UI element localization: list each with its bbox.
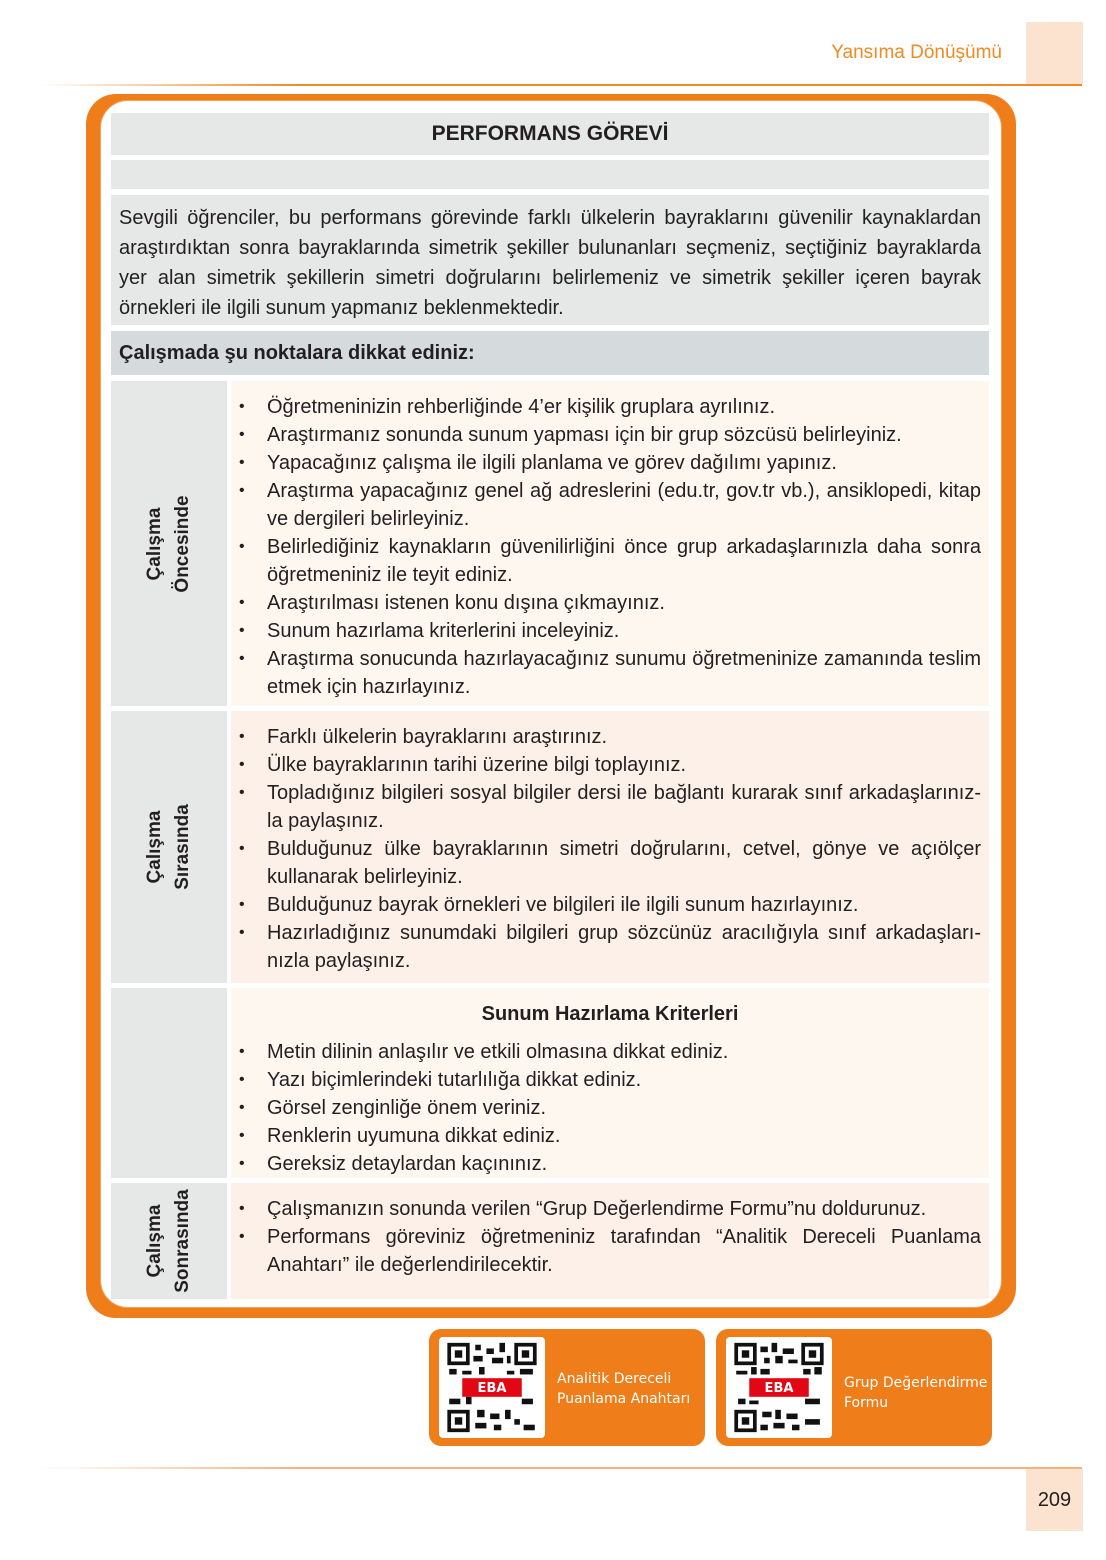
criteria-panel <box>231 988 989 1178</box>
list-item: • Araştırmanız sonunda sunum yapması için bir grup sözcüsü belirleyiniz. <box>239 421 981 449</box>
during-panel <box>231 711 989 983</box>
list-item: • Ülke bayraklarının tarihi üzerine bilgi toplayınız. <box>239 751 981 779</box>
list-item: • Sunum hazırlama kriterlerini inceleyiniz. <box>239 617 981 645</box>
list-item: • Belirlediğiniz kaynakların güvenilirliğini önce grup arkadaşlarınızla daha sonra öğretmeniniz ile teyit ediniz. <box>239 533 981 589</box>
list-item: • Gereksiz detaylardan kaçınınız. <box>239 1150 981 1178</box>
qr-code-graphic <box>443 1341 541 1434</box>
intro-paragraph: Sevgili öğrenciler, bu performans görevinde farklı ülkelerin bayraklarını güvenilir kaynaklardan araştırdıktan sonra bayraklarında simetrik şekiller bulunanları seçmeniz, seçtiğiniz bayraklarda yer alan simetrik şekillerin simetri doğrularını belirlemeniz ve simetrik şekiller içeren bayrak örnekleri ile ilgili sunum yapmanız beklenmektedir. <box>111 195 989 325</box>
list-item: • Topladığınız bilgileri sosyal bilgiler dersi ile bağlantı kurarak sınıf arkadaşlarınız-la paylaşınız. <box>239 779 981 835</box>
header-divider <box>40 84 1082 86</box>
qr-code-icon <box>439 1337 545 1438</box>
qr-link-label: Grup Değerlendirme Formu <box>844 1375 988 1411</box>
side-label-before <box>111 381 227 706</box>
list-item: • Yazı biçimlerindeki tutarlılığa dikkat ediniz. <box>239 1066 981 1094</box>
criteria-heading: Sunum Hazırlama Kriterleri <box>481 1003 739 1025</box>
header-tab <box>1026 22 1083 84</box>
qr-link-label: Analitik Dereceli Puanlama Anahtarı <box>557 1371 691 1407</box>
side-blank <box>111 988 227 1178</box>
side-label-after <box>111 1183 227 1299</box>
side-label-during <box>111 711 227 983</box>
list-item: • Metin dilinin anlaşılır ve etkili olmasına dikkat ediniz. <box>239 1038 981 1066</box>
list-item: • Bulduğunuz ülke bayraklarının simetri doğrularını, cetvel, gönye ve açıölçer kullanarak belirleyiniz. <box>239 835 981 891</box>
list-item: • Yapacağınız çalışma ile ilgili planlama ve görev dağılımı yapınız. <box>239 449 981 477</box>
after-label: Çalışma Sonrasında <box>144 1189 193 1293</box>
list-item: • Araştırma sonucunda hazırlayacağınız sunumu öğretmeninize zamanında teslim etmek için hazırlayınız. <box>239 645 981 701</box>
list-item: • Öğretmeninizin rehberliğinde 4’er kişilik gruplara ayrılınız. <box>239 393 981 421</box>
list-item: • Farklı ülkelerin bayraklarını araştırınız. <box>239 723 981 751</box>
qr-code-icon <box>726 1337 832 1438</box>
before-panel <box>231 381 989 706</box>
qr-link-analytic-rubric[interactable] <box>429 1329 705 1446</box>
list-item: • Performans göreviniz öğretmeniniz tarafından “Analitik Dereceli Puanlama Anahtarı” ile değerlendirilecektir. <box>239 1223 981 1279</box>
page-number: 209 <box>1026 1469 1083 1531</box>
list-item: • Renklerin uyumuna dikkat ediniz. <box>239 1122 981 1150</box>
chapter-title: Yansıma Dönüşümü <box>831 42 1002 63</box>
blank-row <box>111 160 989 189</box>
after-panel <box>231 1183 989 1299</box>
eba-badge: EBA <box>477 1381 507 1397</box>
performance-task-card <box>100 100 1002 1308</box>
before-label: Çalışma Öncesinde <box>144 494 193 593</box>
criteria-list <box>239 1038 981 1178</box>
footer-divider <box>40 1467 1082 1469</box>
before-list <box>239 393 981 701</box>
after-list <box>239 1195 981 1279</box>
list-item: • Hazırladığınız sunumdaki bilgileri grup sözcünüz aracılığıyla sınıf arkadaşları-nızla paylaşınız. <box>239 919 981 975</box>
list-item: • Bulduğunuz bayrak örnekleri ve bilgileri ile ilgili sunum hazırlayınız. <box>239 891 981 919</box>
card-title: PERFORMANS GÖREVİ <box>111 113 989 155</box>
during-label: Çalışma Sırasında <box>144 804 193 890</box>
qr-code-graphic <box>730 1341 828 1434</box>
list-item: • Araştırılması istenen konu dışına çıkmayınız. <box>239 589 981 617</box>
list-item: • Araştırma yapacağınız genel ağ adreslerini (edu.tr, gov.tr vb.), ansiklopedi, kitap ve dergileri belirleyiniz. <box>239 477 981 533</box>
list-item: • Görsel zenginliğe önem veriniz. <box>239 1094 981 1122</box>
qr-link-group-evaluation[interactable] <box>716 1329 992 1446</box>
list-item: • Çalışmanızın sonunda verilen “Grup Değerlendirme Formu”nu doldurunuz. <box>239 1195 981 1223</box>
during-list <box>239 723 981 975</box>
eba-badge: EBA <box>764 1381 794 1397</box>
attention-heading: Çalışmada şu noktalara dikkat ediniz: <box>111 331 989 375</box>
